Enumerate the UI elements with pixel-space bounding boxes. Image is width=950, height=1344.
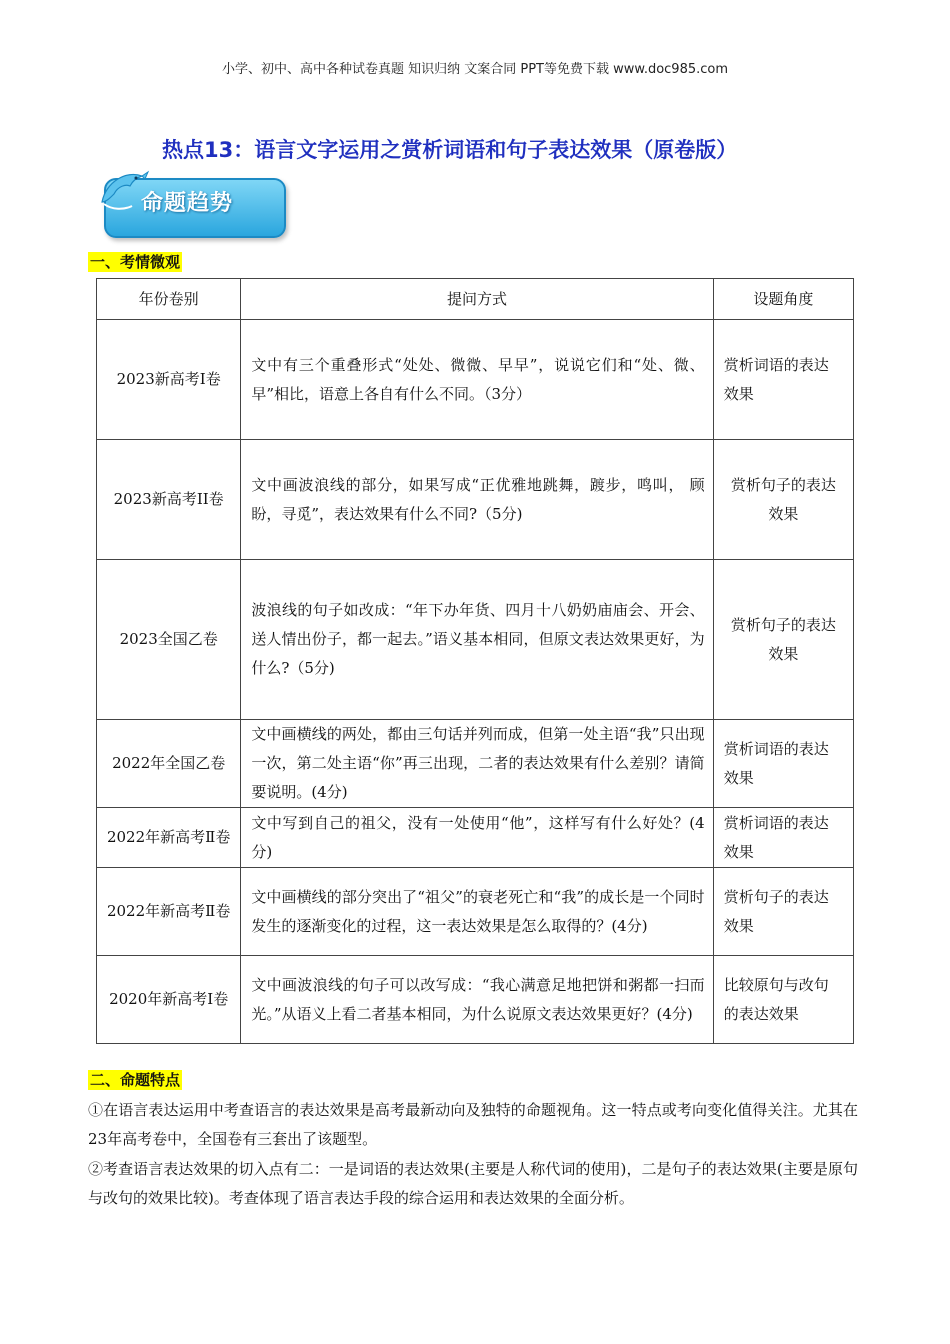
feature-paragraph-2: ②考查语言表达效果的切入点有二：一是词语的表达效果(主要是人称代词的使用)，二是句子的表达效果(主要是原句与改句的效果比较)。考查体现了语言表达手段的综合运用和表达效果的全面分析。 bbox=[88, 1160, 858, 1207]
col-year-header: 年份卷别 bbox=[97, 279, 241, 320]
row-question: 文中写到自己的祖父，没有一处使用“他”，这样写有什么好处？(4分) bbox=[241, 808, 713, 868]
table-row bbox=[97, 440, 854, 560]
banner-label: 命题趋势 bbox=[141, 191, 234, 216]
row-angle: 赏析句子的表达效果 bbox=[713, 560, 853, 720]
row-angle: 赏析词语的表达效果 bbox=[713, 808, 853, 868]
exam-table bbox=[96, 278, 854, 1044]
section1-heading: 一、考情微观 bbox=[90, 253, 181, 271]
feature-paragraph-1: ①在语言表达运用中考查语言的表达效果是高考最新动向及独特的命题视角。这一特点或考向变化值得关注。尤其在23年高考卷中，全国卷有三套出了该题型。 bbox=[88, 1101, 858, 1148]
row-question: 文中画波浪线的部分，如果写成“正优雅地跳舞，踱步，鸣叫， 顾盼，寻觅”，表达效果有什么不同?（5分) bbox=[241, 440, 713, 560]
table-header-row bbox=[97, 279, 854, 320]
page-header: 小学、初中、高中各种试卷真题 知识归纳 文案合同 PPT等免费下载 www.doc985.com bbox=[221, 62, 729, 77]
table-row bbox=[97, 720, 854, 808]
row-year: 2023全国乙卷 bbox=[97, 560, 241, 720]
row-year: 2023新高考I卷 bbox=[97, 320, 241, 440]
col-question-header: 提问方式 bbox=[241, 279, 713, 320]
table-row bbox=[97, 868, 854, 956]
row-angle: 赏析词语的表达效果 bbox=[713, 720, 853, 808]
row-year: 2022年全国乙卷 bbox=[97, 720, 241, 808]
table-row bbox=[97, 956, 854, 1044]
row-angle: 赏析句子的表达效果 bbox=[713, 868, 853, 956]
section2-heading: 二、命题特点 bbox=[90, 1071, 181, 1089]
row-year: 2022年新高考Ⅱ卷 bbox=[97, 868, 241, 956]
row-angle: 比较原句与改句的表达效果 bbox=[713, 956, 853, 1044]
row-question: 文中有三个重叠形式“处处、微微、早早”，说说它们和“处、微、早”相比，语意上各自有什么不同。（3分） bbox=[241, 320, 713, 440]
row-year: 2023新高考II卷 bbox=[97, 440, 241, 560]
row-question: 文中画横线的两处，都由三句话并列而成，但第一处主语“我”只出现一次，第二处主语“你”再三出现，二者的表达效果有什么差别？请简要说明。(4分) bbox=[241, 720, 713, 808]
row-question: 波浪线的句子如改成：“年下办年货、四月十八奶奶庙庙会、开会、送人情出份子，都一起去。”语义基本相同，但原文表达效果更好，为什么?（5分) bbox=[241, 560, 713, 720]
row-angle: 赏析词语的表达效果 bbox=[713, 320, 853, 440]
table-row bbox=[97, 320, 854, 440]
row-question: 文中画波浪线的句子可以改写成：“我心满意足地把饼和粥都一扫而光。”从语义上看二者基本相同，为什么说原文表达效果更好？(4分) bbox=[241, 956, 713, 1044]
row-angle: 赏析句子的表达效果 bbox=[713, 440, 853, 560]
table-row bbox=[97, 808, 854, 868]
row-question: 文中画横线的部分突出了“祖父”的衰老死亡和“我”的成长是一个同时发生的逐渐变化的过程，这一表达效果是怎么取得的？(4分) bbox=[241, 868, 713, 956]
row-year: 2022年新高考Ⅱ卷 bbox=[97, 808, 241, 868]
section-banner bbox=[96, 170, 286, 240]
table-row bbox=[97, 560, 854, 720]
page-title: 热点13：语言文字运用之赏析词语和句子表达效果（原卷版） bbox=[162, 138, 738, 162]
col-angle-header: 设题角度 bbox=[713, 279, 853, 320]
row-year: 2020年新高考Ⅰ卷 bbox=[97, 956, 241, 1044]
